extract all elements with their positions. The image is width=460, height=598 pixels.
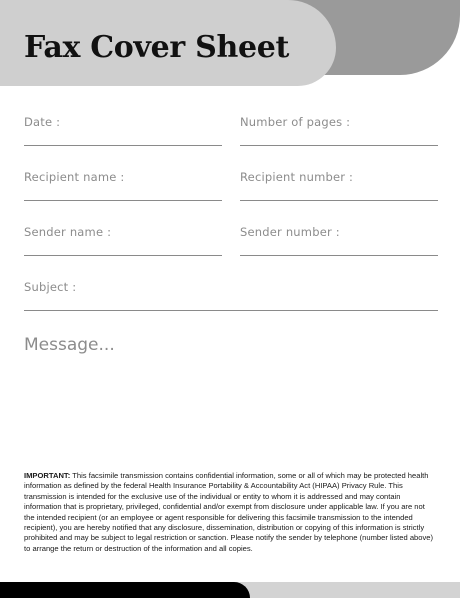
- sender-number-label: Sender number :: [240, 225, 340, 239]
- date-line: [24, 145, 222, 146]
- subject-line: [24, 310, 438, 311]
- number-of-pages-label: Number of pages :: [240, 115, 351, 129]
- recipient-number-line: [240, 200, 438, 201]
- sender-name-line: [24, 255, 222, 256]
- recipient-name-line: [24, 200, 222, 201]
- number-of-pages-line: [240, 145, 438, 146]
- subject-label: Subject :: [24, 280, 77, 294]
- recipient-name-field[interactable]: [24, 170, 222, 206]
- number-of-pages-field[interactable]: [240, 115, 438, 151]
- sender-name-field[interactable]: [24, 225, 222, 261]
- sender-name-label: Sender name :: [24, 225, 112, 239]
- sender-number-line: [240, 255, 438, 256]
- page-title: Fax Cover Sheet: [24, 30, 290, 65]
- subject-field[interactable]: [24, 280, 438, 316]
- date-label: Date :: [24, 115, 61, 129]
- notice-heading: IMPORTANT:: [24, 471, 71, 480]
- date-field[interactable]: [24, 115, 222, 151]
- footer-band-dark: [0, 582, 250, 598]
- confidentiality-notice: [24, 471, 436, 554]
- sender-number-field[interactable]: [240, 225, 438, 261]
- notice-body: This facsimile transmission contains confidential information, some or all of which may be protected health information as defined by the federal Health Insurance Portability & Accountability Act (HIPAA) Privacy Rule. This transmission is intended for the exclusive use of the individual or entity to whom it is addressed and may contain information that is proprietary, privileged, confidential and/or exempt from disclosure under applicable law. If you are not the intended recipient (or an employee or agent responsible for delivering this facsimile transmission to the intended recipient), you are hereby notified that any disclosure, dissemination, distribution or copying of this information is strictly prohibited and may be subject to legal restriction or sanction. Please notify the sender by telephone (number listed above) to arrange the return or destruction of the information and all copies.: [24, 471, 434, 553]
- message-area[interactable]: Message...: [24, 335, 115, 355]
- recipient-number-label: Recipient number :: [240, 170, 354, 184]
- recipient-number-field[interactable]: [240, 170, 438, 206]
- recipient-name-label: Recipient name :: [24, 170, 125, 184]
